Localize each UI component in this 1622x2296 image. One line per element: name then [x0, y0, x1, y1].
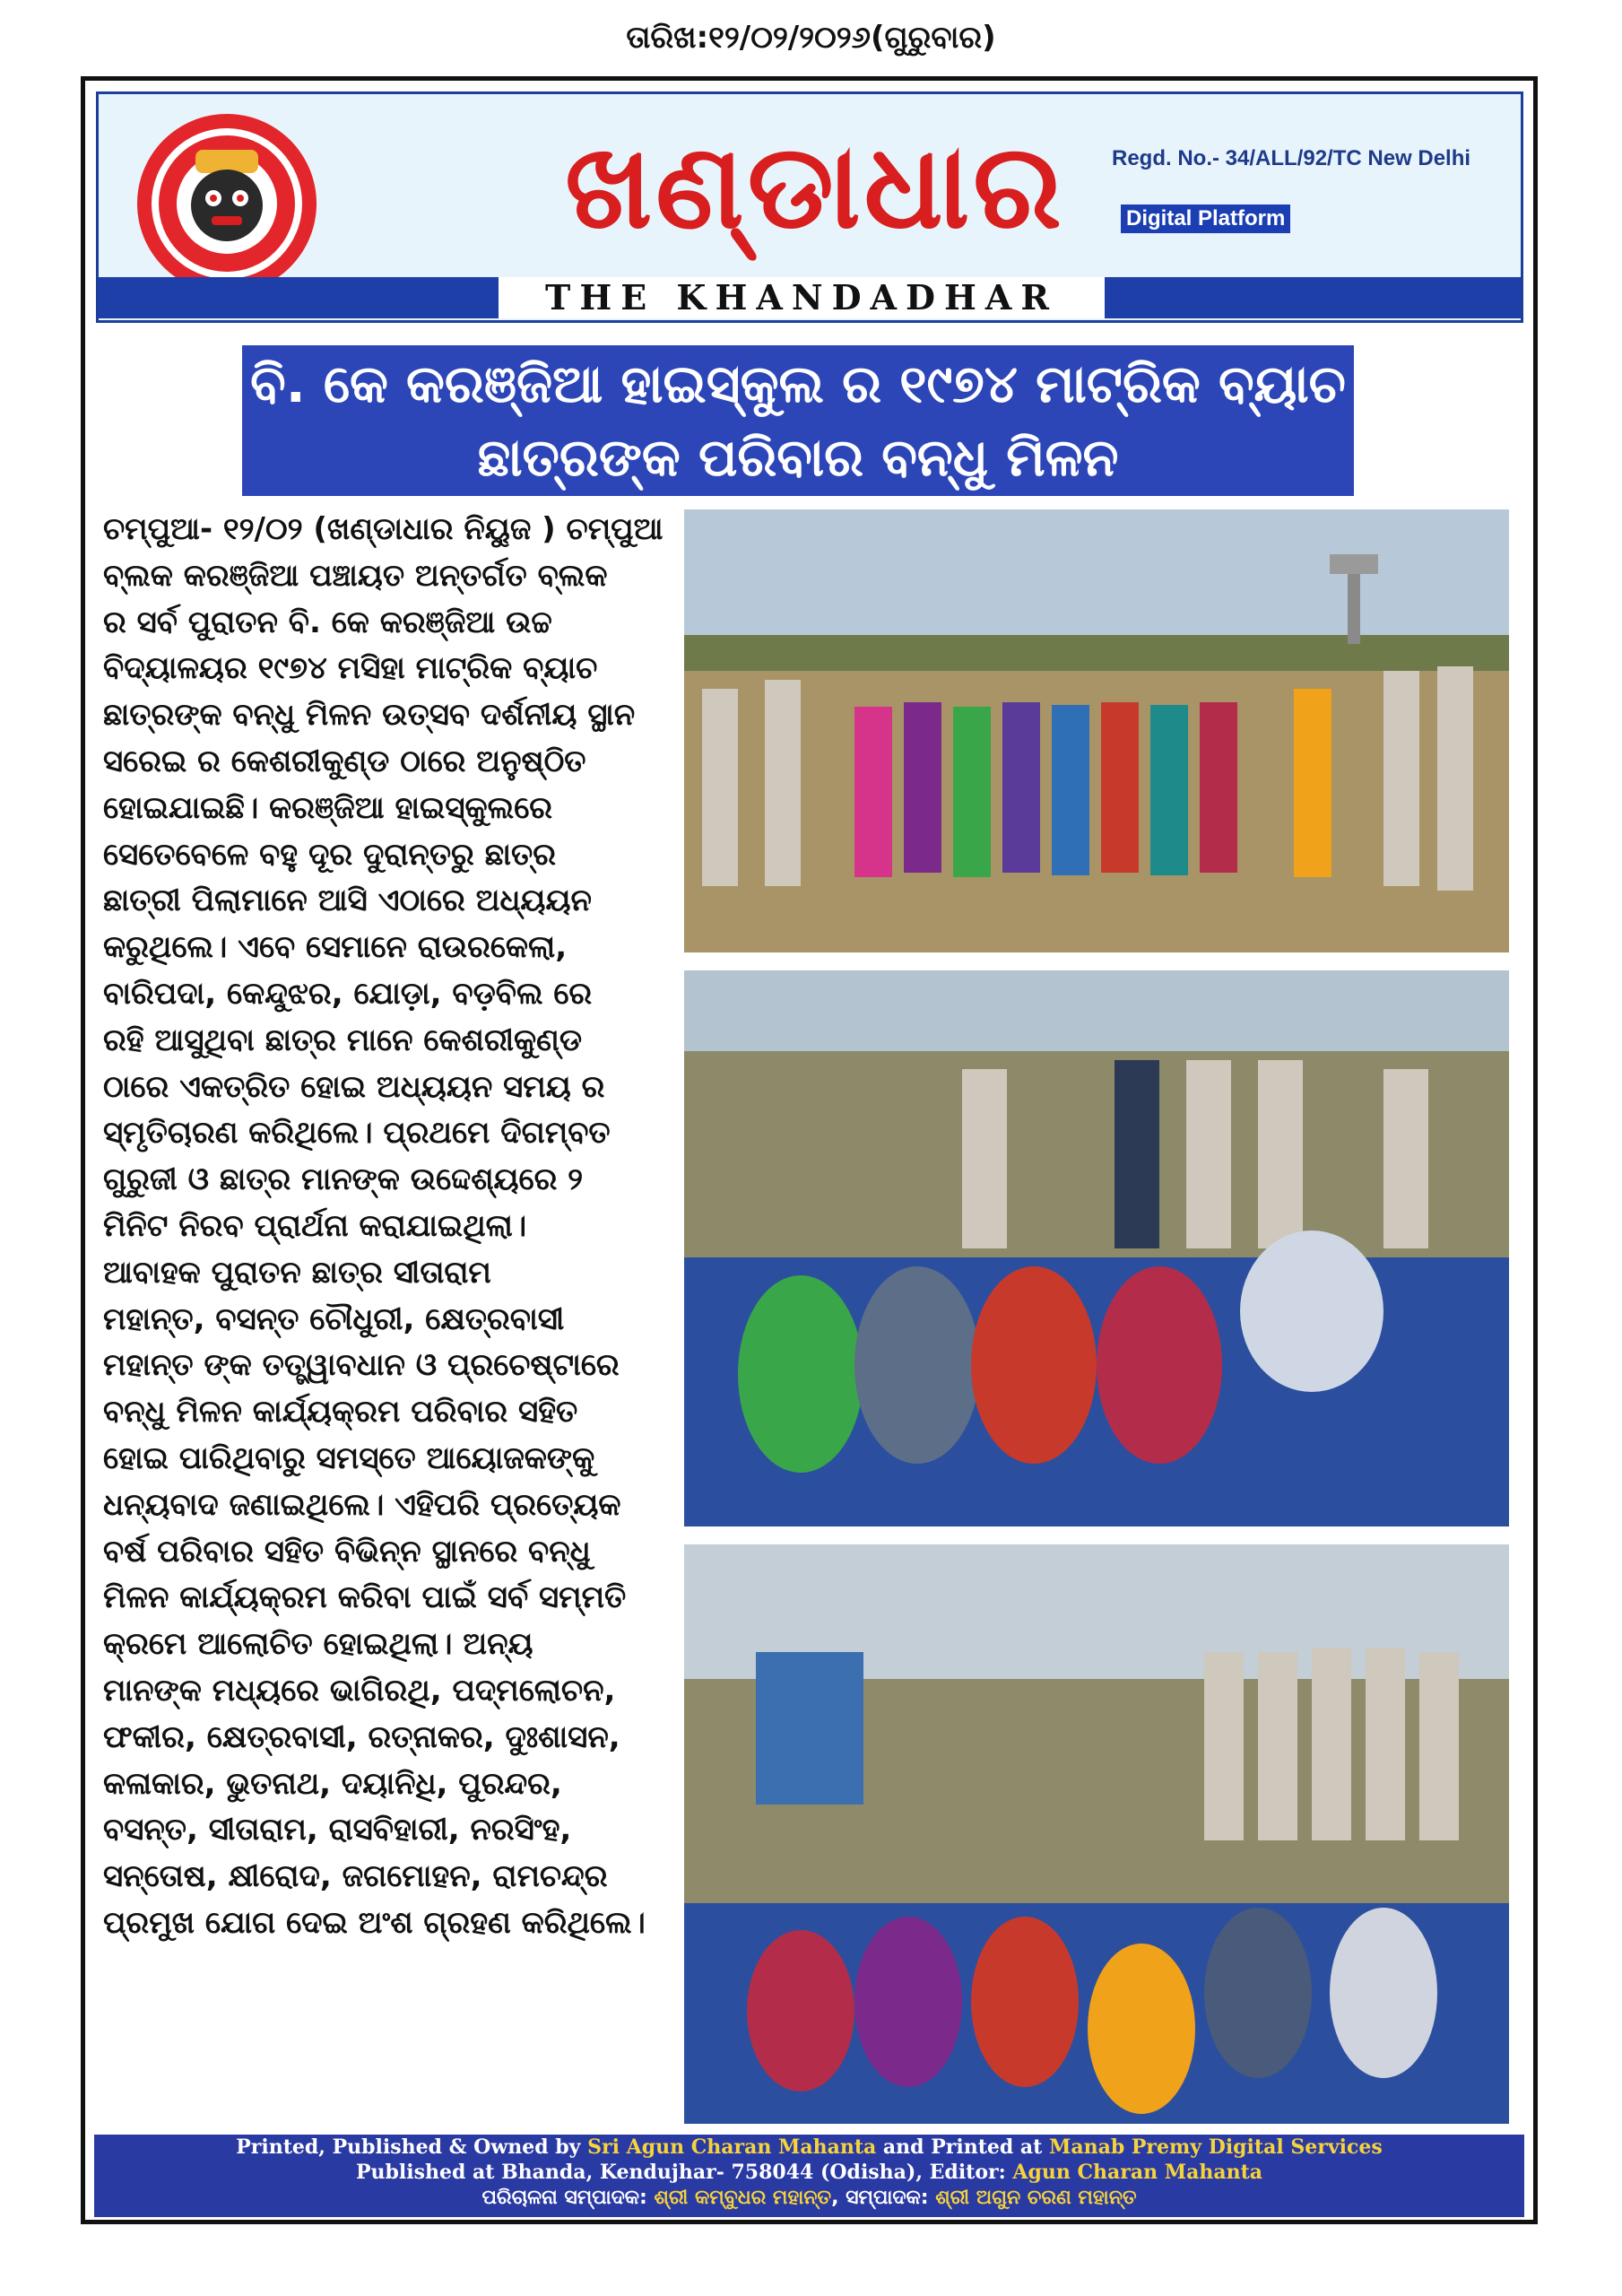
article-line: ଠାରେ ଏକତ୍ରିତ ହୋଇ ଅଧ୍ୟୟନ ସମୟ ର	[103, 1068, 605, 1105]
article-line: ଧନ୍ୟବାଦ ଜଣାଇଥିଲେ। ଏହିପରି ପ୍ରତ୍ୟେକ	[103, 1486, 621, 1523]
footer-editor-odia-name: ଶ୍ରୀ ଅଗୁନ ଚରଣ ମହାନ୍ତ	[935, 2187, 1137, 2209]
article-body	[103, 507, 686, 1947]
article-line: ବର୍ଷ ପରିବାର ସହିତ ବିଭିନ୍ନ ସ୍ଥାନରେ ବନ୍ଧୁ	[103, 1533, 591, 1570]
article-line: ର ସର୍ବ ପୁରାତନ ବି. କେ କରଞ୍ଜିଆ ଉଚ୍ଚ	[103, 604, 552, 640]
article-line: କଳାକାର, ଭୁତନାଥ, ଦୟାନିଧି, ପୁରନ୍ଦର,	[103, 1765, 562, 1802]
article-line: ମିନିଟ ନିରବ ପ୍ରାର୍ଥନା କରାଯାଇଥିଲା।	[103, 1207, 527, 1244]
group-photo-seated	[684, 970, 1509, 1526]
footer-owner-name: Sri Agun Charan Mahanta	[587, 2135, 877, 2159]
english-title-band	[99, 277, 1521, 318]
photo-seated-image-icon	[684, 970, 1509, 1526]
headline-line-1: ବି. କେ କରଞ୍ଜିଆ ହାଇସ୍କୁଲ ର ୧୯୭୪ ମାଟ୍ରିକ ବ୍ୟାଚ	[250, 353, 1346, 414]
article-line: ବିଦ୍ୟାଳୟର ୧୯୭୪ ମସିହା ମାଟ୍ରିକ ବ୍ୟାଚ	[103, 650, 598, 687]
photo-standing-image-icon	[684, 509, 1509, 952]
footer-imprint	[94, 2135, 1524, 2217]
footer-line-2	[94, 2160, 1524, 2185]
article-line: ସ୍ମୃତିଚାରଣ କରିଥିଲେ। ପ୍ରଥମେ ଦିଗମ୍ବତ	[103, 1115, 611, 1152]
article-line: ରହି ଆସୁଥିବା ଛାତ୍ର ମାନେ କେଶରୀକୁଣ୍ଡ	[103, 1022, 583, 1058]
article-line: ହୋଇ ପାରିଥିବାରୁ ସମସ୍ତେ ଆୟୋଜକଙ୍କୁ	[103, 1439, 595, 1476]
footer-line-1	[94, 2135, 1524, 2160]
article-line: ସନ୍ତୋଷ, କ୍ଷୀରୋଦ, ଜଗମୋହନ, ରାମଚନ୍ଦ୍ର	[103, 1858, 608, 1895]
footer-printer-name: Manab Premy Digital Services	[1048, 2135, 1383, 2159]
date-line: ତାରିଖ:୧୨/୦୨/୨୦୨୬(ଗୁରୁବାର)	[626, 20, 996, 56]
article-line: ଫକୀର, କ୍ଷେତ୍ରବାସୀ, ରତ୍ନାକର, ଦୁଃଶାସନ,	[103, 1718, 620, 1755]
footer-line-3	[94, 2185, 1524, 2212]
english-title: THE KHANDADHAR	[499, 277, 1105, 318]
footer-printed-at-label: and Printed at	[876, 2135, 1049, 2159]
registration-number: Regd. No.- 34/ALL/92/TC New Delhi	[1112, 146, 1471, 170]
article-line: ବନ୍ଧୁ ମିଳନ କାର୍ଯ୍ୟକ୍ରମ ପରିବାର ସହିତ	[103, 1394, 578, 1431]
newspaper-page	[81, 76, 1538, 2224]
group-photo-mixed	[684, 1544, 1509, 2124]
article-line: କ୍ରମେ ଆଲୋଚିତ ହୋଇଥିଲା। ଅନ୍ୟ	[103, 1626, 533, 1663]
footer-managing-editor-label: ପରିଚାଳନା ସମ୍ପାଦକ:	[481, 2187, 655, 2209]
headline	[242, 345, 1354, 496]
article-line: ସେତେବେଳେ ବହୁ ଦୂର ଦୁରାନ୍ତରୁ ଛାତ୍ର	[103, 836, 556, 873]
footer-editor-name: Agun Charan Mahanta	[1012, 2161, 1263, 2184]
article-line: ମହାନ୍ତ ଙ୍କ ତତ୍ତ୍ୱାବଧାନ ଓ ପ୍ରଚେଷ୍ଟାରେ	[103, 1347, 620, 1384]
footer-published-label: Published at Bhanda, Kendujhar- 758044 (Odisha), Editor:	[355, 2161, 1013, 2184]
article-line: ମାନଙ୍କ ମଧ୍ୟରେ ଭାଗିରଥି, ପଦ୍ମଲୋଚନ,	[103, 1672, 616, 1709]
deity-emblem-icon	[133, 105, 321, 302]
footer-printed-label: Printed, Published & Owned by	[236, 2135, 588, 2159]
article-line: ଛାତ୍ରଙ୍କ ବନ୍ଧୁ ମିଳନ ଉତ୍ସବ ଦର୍ଶନୀୟ ସ୍ଥାନ	[103, 697, 636, 734]
article-line: ହୋଇଯାଇଛି। କରଞ୍ଜିଆ ହାଇସ୍କୁଲରେ	[103, 789, 552, 826]
article-line: ଆବାହକ ପୁରାତନ ଛାତ୍ର ସୀତାରାମ	[103, 1254, 491, 1291]
article-line: କରୁଥିଲେ। ଏବେ ସେମାନେ ରାଉରକେଲା,	[103, 929, 568, 966]
platform-badge: Digital Platform	[1121, 204, 1290, 233]
article-line: ବସନ୍ତ, ସୀତାରାମ, ରାସବିହାରୀ, ନରସିଂହ,	[103, 1812, 572, 1848]
article-line: ମିଳନ କାର୍ଯ୍ୟକ୍ରମ କରିବା ପାଇଁ ସର୍ବ ସମ୍ମତି	[103, 1579, 627, 1616]
masthead-brand: ଖଣ୍ଡାଧାର	[565, 117, 1065, 255]
photo-mixed-image-icon	[684, 1544, 1509, 2124]
footer-editor-label: , ସମ୍ପାଦକ:	[831, 2187, 936, 2209]
article-line: ବ୍ଲକ କରଞ୍ଜିଆ ପଞ୍ଚାୟତ ଅନ୍ତର୍ଗତ ବ୍ଲକ	[103, 557, 608, 594]
article-line: ଛାତ୍ରୀ ପିଲାମାନେ ଆସି ଏଠାରେ ଅଧ୍ୟୟନ	[103, 883, 592, 919]
article-line: ବାରିପଦା, କେନ୍ଦୁଝର, ଯୋଡ଼ା, ବଡ଼ବିଲ ରେ	[103, 975, 593, 1012]
group-photo-standing	[684, 509, 1509, 952]
article-line: ଚମ୍ପୁଆ- ୧୨/୦୨ (ଖଣ୍ଡାଧାର ନିୟୁଜ ) ଚମ୍ପୁଆ	[103, 511, 664, 547]
masthead	[96, 91, 1523, 323]
article-line: ମହାନ୍ତ, ବସନ୍ତ ଚୌଧୁରୀ, କ୍ଷେତ୍ରବାସୀ	[103, 1300, 565, 1337]
headline-line-2: ଛାତ୍ରଙ୍କ ପରିବାର ବନ୍ଧୁ ମିଳନ	[477, 427, 1119, 488]
article-line: ସରେଇ ର କେଶରୀକୁଣ୍ଡ ଠାରେ ଅନୁଷ୍ଠିତ	[103, 743, 586, 779]
article-line: ଗୁରୁଜୀ ଓ ଛାତ୍ର ମାନଙ୍କ ଉଦ୍ଦେଶ୍ୟରେ ୨	[103, 1161, 584, 1198]
article-line: ପ୍ରମୁଖ ଯୋଗ ଦେଇ ଅଂଶ ଗ୍ରହଣ କରିଥିଲେ।	[103, 1904, 646, 1941]
footer-managing-editor-name: ଶ୍ରୀ କମ୍ବୁଧର ମହାନ୍ତ	[654, 2187, 832, 2209]
